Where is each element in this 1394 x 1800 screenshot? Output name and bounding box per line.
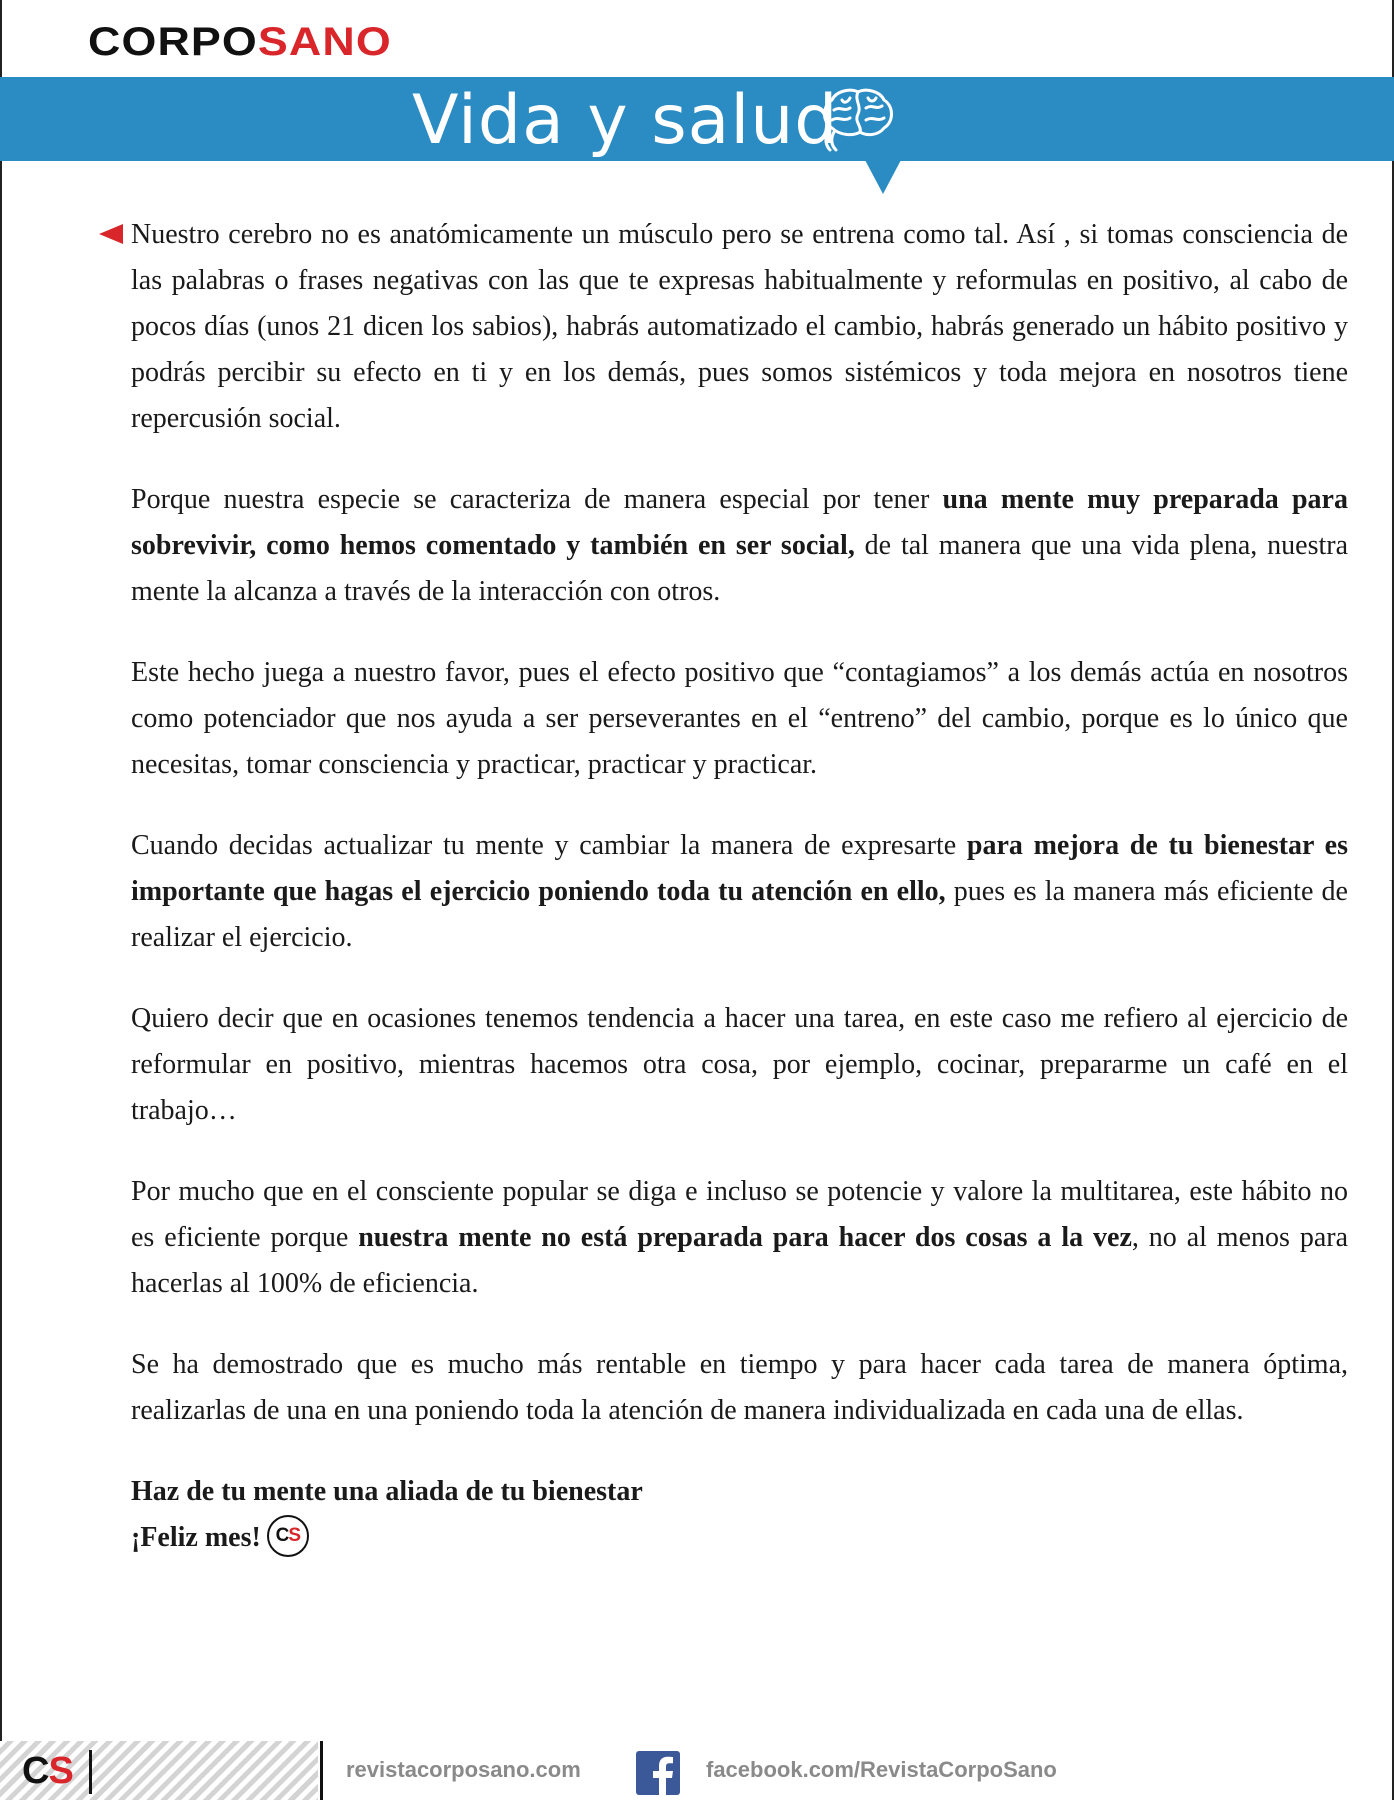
paragraph-4-text-a: Cuando decidas actualizar tu mente y cambiar la manera de expresarte xyxy=(131,830,967,861)
page-left-border xyxy=(0,0,2,1800)
footer-divider-1 xyxy=(89,1750,92,1794)
footer-facebook-link[interactable]: facebook.com/RevistaCorpoSano xyxy=(706,1757,1057,1782)
corposano-logo[interactable] xyxy=(88,20,392,65)
paragraph-2-text-a: Porque nuestra especie se caracteriza de manera especial por tener xyxy=(131,484,943,515)
paragraph-3: Este hecho juega a nuestro favor, pues el efecto positivo que “contagiamos” a los demás actúa en nosotros como potenciador que nos ayuda a ser perseverantes en el “entreno” del cambio, porque es lo único que necesitas, tomar consciencia y practicar, practicar y practicar. xyxy=(131,657,1348,780)
logo-part2: SANO xyxy=(257,20,392,64)
paragraph-6-text-a: Por mucho que en el consciente popular se diga e incluso se potencie y valore la multitarea, este hábito no es eficiente porque xyxy=(131,1176,1348,1253)
footer-cs-letter-c: C xyxy=(22,1750,49,1792)
footer-website-link[interactable]: revistacorposano.com xyxy=(346,1757,581,1782)
banner-pointer-arrow xyxy=(865,160,901,196)
facebook-icon[interactable] xyxy=(636,1751,680,1795)
paragraph-6-bold: nuestra mente no está preparada para hacer dos cosas a la vez xyxy=(358,1222,1132,1253)
paragraph-1: Nuestro cerebro no es anatómicamente un músculo pero se entrena como tal. Así , si tomas consciencia de las palabras o frases negativas con las que te expresas habitualmente y reformulas en positivo, al cabo de pocos días (unos 21 dicen los sabios), habrás automatizado el cambio, habrás generado un hábito positivo y podrás percibir su efecto en ti y en los demás, pues somos sistémicos y toda mejora en nosotros tiene repercusión social. xyxy=(131,219,1348,434)
section-title: Vida y salud xyxy=(412,81,839,160)
footer-cs-letter-s: S xyxy=(48,1750,73,1792)
paragraph-6 xyxy=(131,1169,1348,1307)
logo-part1: CORPO xyxy=(88,20,258,64)
article-body xyxy=(131,212,1348,1561)
closing-greeting: ¡Feliz mes! xyxy=(131,1522,261,1553)
closing-line-2 xyxy=(131,1515,1348,1561)
paragraph-4-text-c: pues es la manera más eficiente de realizar el ejercicio. xyxy=(131,876,1348,953)
footer-divider-2 xyxy=(320,1741,323,1800)
brain-icon xyxy=(818,86,898,154)
paragraph-6-text-c: , no al menos para hacerlas al 100% de eficiencia. xyxy=(131,1222,1349,1299)
paragraph-4-bold: para mejora de tu bienestar es importante que hagas el ejercicio poniendo toda tu atención en ello, xyxy=(131,830,1348,907)
footer-cs-logo[interactable] xyxy=(22,1746,73,1796)
triangle-left-icon xyxy=(99,224,123,244)
badge-letter-c: C xyxy=(275,1524,289,1546)
paragraph-2-bold: una mente muy preparada para sobrevivir, como hemos comentado y también en ser social, xyxy=(131,484,1348,561)
paragraph-4 xyxy=(131,823,1348,961)
closing-line-1: Haz de tu mente una aliada de tu bienestar xyxy=(131,1476,643,1507)
paragraph-2 xyxy=(131,477,1348,615)
paragraph-2-text-c: de tal manera que una vida plena, nuestra mente la alcanza a través de la interacción con otros. xyxy=(131,530,1348,607)
cs-badge-logo xyxy=(267,1515,309,1557)
paragraph-7: Se ha demostrado que es mucho más rentable en tiempo y para hacer cada tarea de manera óptima, realizarlas de una en una poniendo toda la atención de manera individualizada en cada una de ellas. xyxy=(131,1349,1348,1426)
paragraph-5: Quiero decir que en ocasiones tenemos tendencia a hacer una tarea, en este caso me refiero al ejercicio de reformular en positivo, mientras hacemos otra cosa, por ejemplo, cocinar, prepararme un café en el trabajo… xyxy=(131,1003,1348,1126)
badge-letter-s: S xyxy=(288,1524,301,1546)
